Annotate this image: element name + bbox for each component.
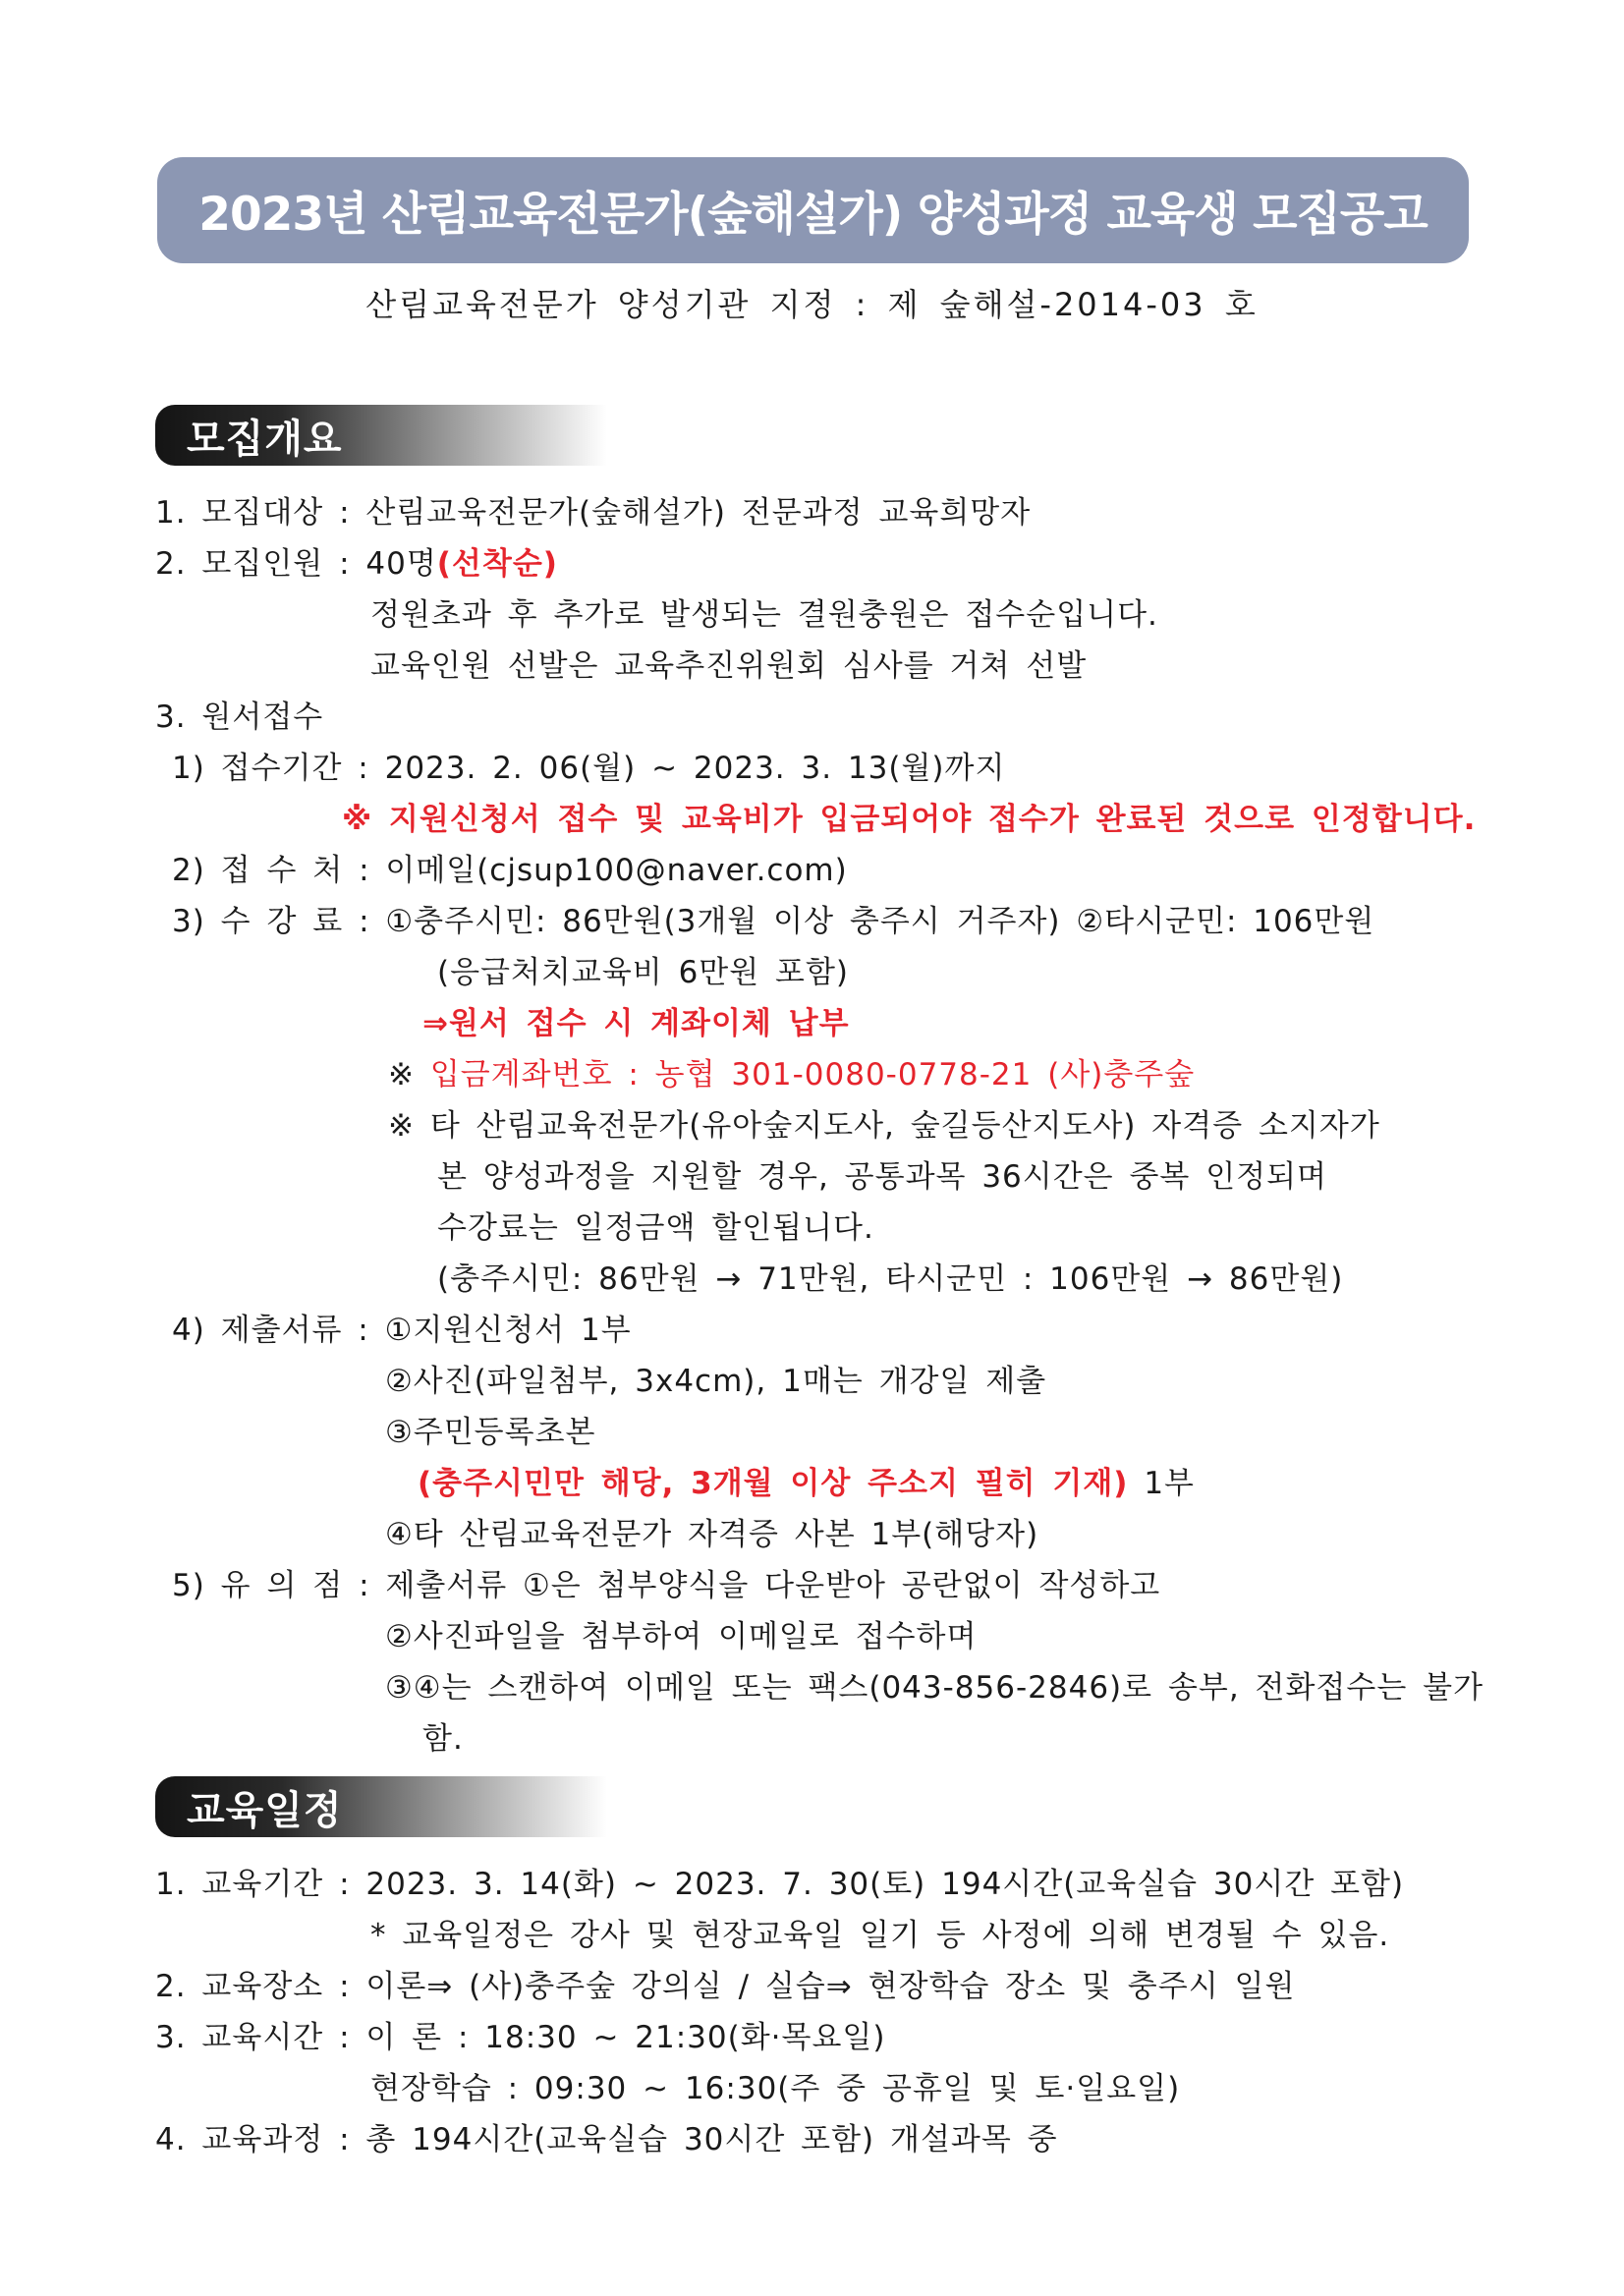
course-time-field: 현장학습 : 09:30 ~ 16:30(주 중 공휴일 및 토·일요일) [370, 2071, 1181, 2106]
application-email: 2) 접 수 처 : 이메일(cjsup100@naver.com) [172, 853, 848, 888]
schedule-change-note: * 교육일정은 강사 및 현장교육일 일기 등 사정에 의해 변경될 수 있음. [370, 1918, 1390, 1953]
course-time-theory: 3. 교육시간 : 이 론 : 18:30 ~ 21:30(화·목요일) [155, 2020, 886, 2055]
discount-note-2: 본 양성과정을 지원할 경우, 공통과목 36시간은 중복 인정되며 [437, 1159, 1327, 1195]
documents-resident-note [418, 1464, 1195, 1503]
course-period: 1. 교육기간 : 2023. 3. 14(화) ~ 2023. 7. 30(토) 194시간(교육실습 30시간 포함) [155, 1867, 1405, 1902]
resident-copies: 1부 [1144, 1466, 1195, 1501]
first-aid-note: (응급처치교육비 6만원 포함) [437, 955, 850, 990]
section-title: 교육일정 [187, 1787, 343, 1833]
section-title: 모집개요 [187, 416, 343, 462]
recruit-count-text: 2. 모집인원 : 40명 [155, 546, 437, 582]
recruit-target: 1. 모집대상 : 산림교육전문가(숲해설가) 전문과정 교육희망자 [155, 495, 1032, 531]
reference-mark: ※ [388, 1057, 415, 1092]
documents-photo: ②사진(파일첨부, 3x4cm), 1매는 개강일 제출 [385, 1364, 1047, 1399]
resident-condition: (충주시민만 해당, 3개월 이상 주소지 필히 기재) [418, 1466, 1129, 1501]
caution-line: 5) 유 의 점 : 제출서류 ①은 첨부양식을 다운받아 공란없이 작성하고 [172, 1568, 1161, 1603]
tuition-line: 3) 수 강 료 : ①충주시민: 86만원(3개월 이상 충주시 거주자) ②타시군민: 106만원 [172, 904, 1375, 939]
discount-note-1: ※ 타 산림교육전문가(유아숲지도사, 숲길등산지도사) 자격증 소지자가 [388, 1108, 1380, 1144]
overflow-note: 정원초과 후 추가로 발생되는 결원충원은 접수순입니다. [370, 597, 1158, 633]
caution-photo: ②사진파일을 첨부하여 이메일로 접수하며 [385, 1619, 978, 1654]
designation-line: 산림교육전문가 양성기관 지정 : 제 숲해설-2014-03 호 [365, 286, 1259, 323]
course-location: 2. 교육장소 : 이론⇒ (사)충주숲 강의실 / 실습⇒ 현장학습 장소 및 충주시 일원 [155, 1969, 1296, 2004]
payment-completion-note: ※ 지원신청서 접수 및 교육비가 입금되어야 접수가 완료된 것으로 인정합니다. [342, 802, 1477, 837]
first-come-note: (선착순) [436, 546, 558, 582]
caution-scan-end: 함. [422, 1721, 464, 1757]
caution-scan: ③④는 스캔하여 이메일 또는 팩스(043-856-2846)로 송부, 전화접수는 불가 [385, 1670, 1484, 1706]
course-curriculum: 4. 교육과정 : 총 194시간(교육실습 30시간 포함) 개설과목 중 [155, 2122, 1058, 2157]
recruit-count [155, 544, 558, 584]
application-heading: 3. 원서접수 [155, 700, 324, 735]
documents-resident: ③주민등록초본 [385, 1415, 596, 1450]
bank-account-line [388, 1055, 1195, 1094]
bank-account: 입금계좌번호 : 농협 301-0080-0778-21 (사)충주숲 [429, 1057, 1196, 1092]
section-header-recruitment [155, 405, 607, 466]
application-period: 1) 접수기간 : 2023. 2. 06(월) ~ 2023. 3. 13(월)까지 [172, 751, 1006, 786]
document-title: 2023년 산림교육전문가(숲해설가) 양성과정 교육생 모집공고 [198, 187, 1428, 242]
discount-note-3: 수강료는 일정금액 할인됩니다. [437, 1210, 874, 1246]
bank-transfer-note: ⇒원서 접수 시 계좌이체 납부 [422, 1006, 850, 1041]
selection-note: 교육인원 선발은 교육추진위원회 심사를 거쳐 선발 [370, 648, 1088, 684]
documents-line: 4) 제출서류 : ①지원신청서 1부 [172, 1313, 632, 1348]
documents-certificate: ④타 산림교육전문가 자격증 사본 1부(해당자) [385, 1517, 1039, 1552]
section-header-schedule [155, 1776, 607, 1837]
discount-amounts: (충주시민: 86만원 → 71만원, 타시군민 : 106만원 → 86만원) [437, 1261, 1344, 1297]
title-banner [157, 157, 1469, 263]
